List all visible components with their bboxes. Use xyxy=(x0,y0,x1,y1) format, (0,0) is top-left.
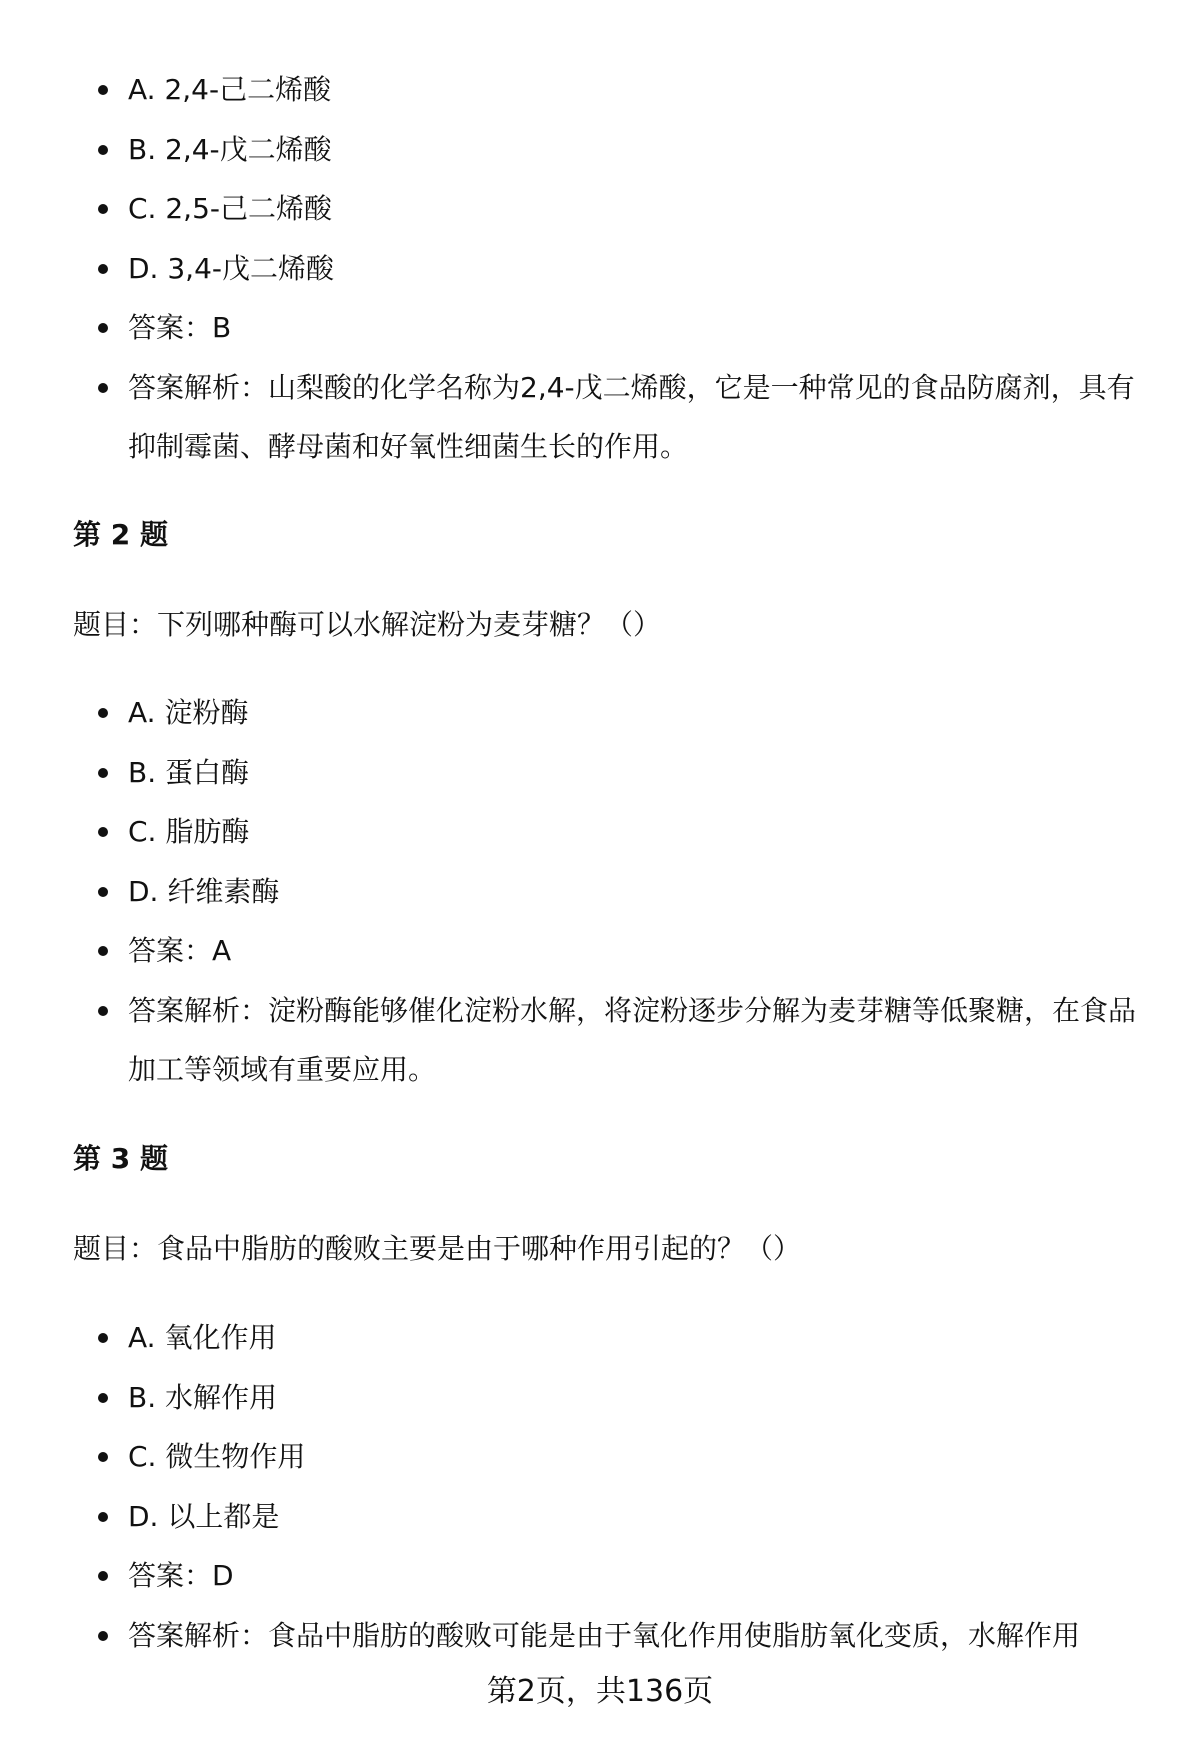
q2-option-d: D. 纤维素酶 xyxy=(73,862,1143,922)
bullet-icon xyxy=(98,1452,108,1462)
bullet-icon xyxy=(98,383,108,393)
page-number-footer: 第2页，共136页 xyxy=(486,1674,714,1709)
bullet-icon xyxy=(98,887,108,897)
q1-answer: 答案：B xyxy=(73,298,1143,358)
bullet-icon xyxy=(98,1631,108,1641)
q3-option-d: D. 以上都是 xyxy=(73,1487,1143,1547)
bullet-icon xyxy=(98,204,108,214)
q3-title-block xyxy=(73,1139,1143,1179)
bullet-icon xyxy=(98,145,108,155)
bullet-icon xyxy=(98,827,108,837)
bullet-icon xyxy=(98,708,108,718)
q3-question-block xyxy=(73,1229,1143,1269)
q3-explanation: 答案解析：食品中脂肪的酸败可能是由于氧化作用使脂肪氧化变质，水解作用 xyxy=(73,1606,1143,1666)
bullet-icon xyxy=(98,1006,108,1016)
bullet-icon xyxy=(98,1393,108,1403)
q3-answer: 答案：D xyxy=(73,1546,1143,1606)
q2-options-list xyxy=(73,683,1143,1100)
q3-block xyxy=(73,1308,1143,1665)
q3-option-c: C. 微生物作用 xyxy=(73,1427,1143,1487)
question-text: 题目：下列哪种酶可以水解淀粉为麦芽糖？（） xyxy=(73,608,662,641)
bullet-icon xyxy=(98,1512,108,1522)
q2-option-a: A. 淀粉酶 xyxy=(73,683,1143,743)
q3-option-a: A. 氧化作用 xyxy=(73,1308,1143,1368)
q1-option-c: C. 2,5-己二烯酸 xyxy=(73,179,1143,239)
q2-option-b: B. 蛋白酶 xyxy=(73,743,1143,803)
q2-question-block xyxy=(73,605,1143,645)
bullet-icon xyxy=(98,768,108,778)
q1-option-b: B. 2,4-戊二烯酸 xyxy=(73,120,1143,180)
q1-explanation: 答案解析：山梨酸的化学名称为2,4-戊二烯酸，它是一种常见的食品防腐剂，具有抑制霉菌、酵母菌和好氧性细菌生长的作用。 xyxy=(73,358,1143,477)
q2-block xyxy=(73,683,1143,1100)
q1-options-list xyxy=(73,60,1143,477)
q3-option-b: B. 水解作用 xyxy=(73,1368,1143,1428)
bullet-icon xyxy=(98,85,108,95)
q1-option-d: D. 3,4-戊二烯酸 xyxy=(73,239,1143,299)
bullet-icon xyxy=(98,264,108,274)
q1-option-a: A. 2,4-己二烯酸 xyxy=(73,60,1143,120)
bullet-icon xyxy=(98,1333,108,1343)
question-text: 题目：食品中脂肪的酸败主要是由于哪种作用引起的？（） xyxy=(73,1232,802,1265)
bullet-icon xyxy=(98,946,108,956)
q2-answer: 答案：A xyxy=(73,921,1143,981)
question-title: 第 2 题 xyxy=(73,518,168,551)
q2-explanation: 答案解析：淀粉酶能够催化淀粉水解，将淀粉逐步分解为麦芽糖等低聚糖，在食品加工等领域有重要应用。 xyxy=(73,981,1143,1100)
bullet-icon xyxy=(98,323,108,333)
q2-option-c: C. 脂肪酶 xyxy=(73,802,1143,862)
bullet-icon xyxy=(98,1571,108,1581)
q2-title-block xyxy=(73,515,1143,555)
q3-options-list xyxy=(73,1308,1143,1665)
question-title: 第 3 题 xyxy=(73,1142,168,1175)
q1-block xyxy=(73,60,1143,477)
